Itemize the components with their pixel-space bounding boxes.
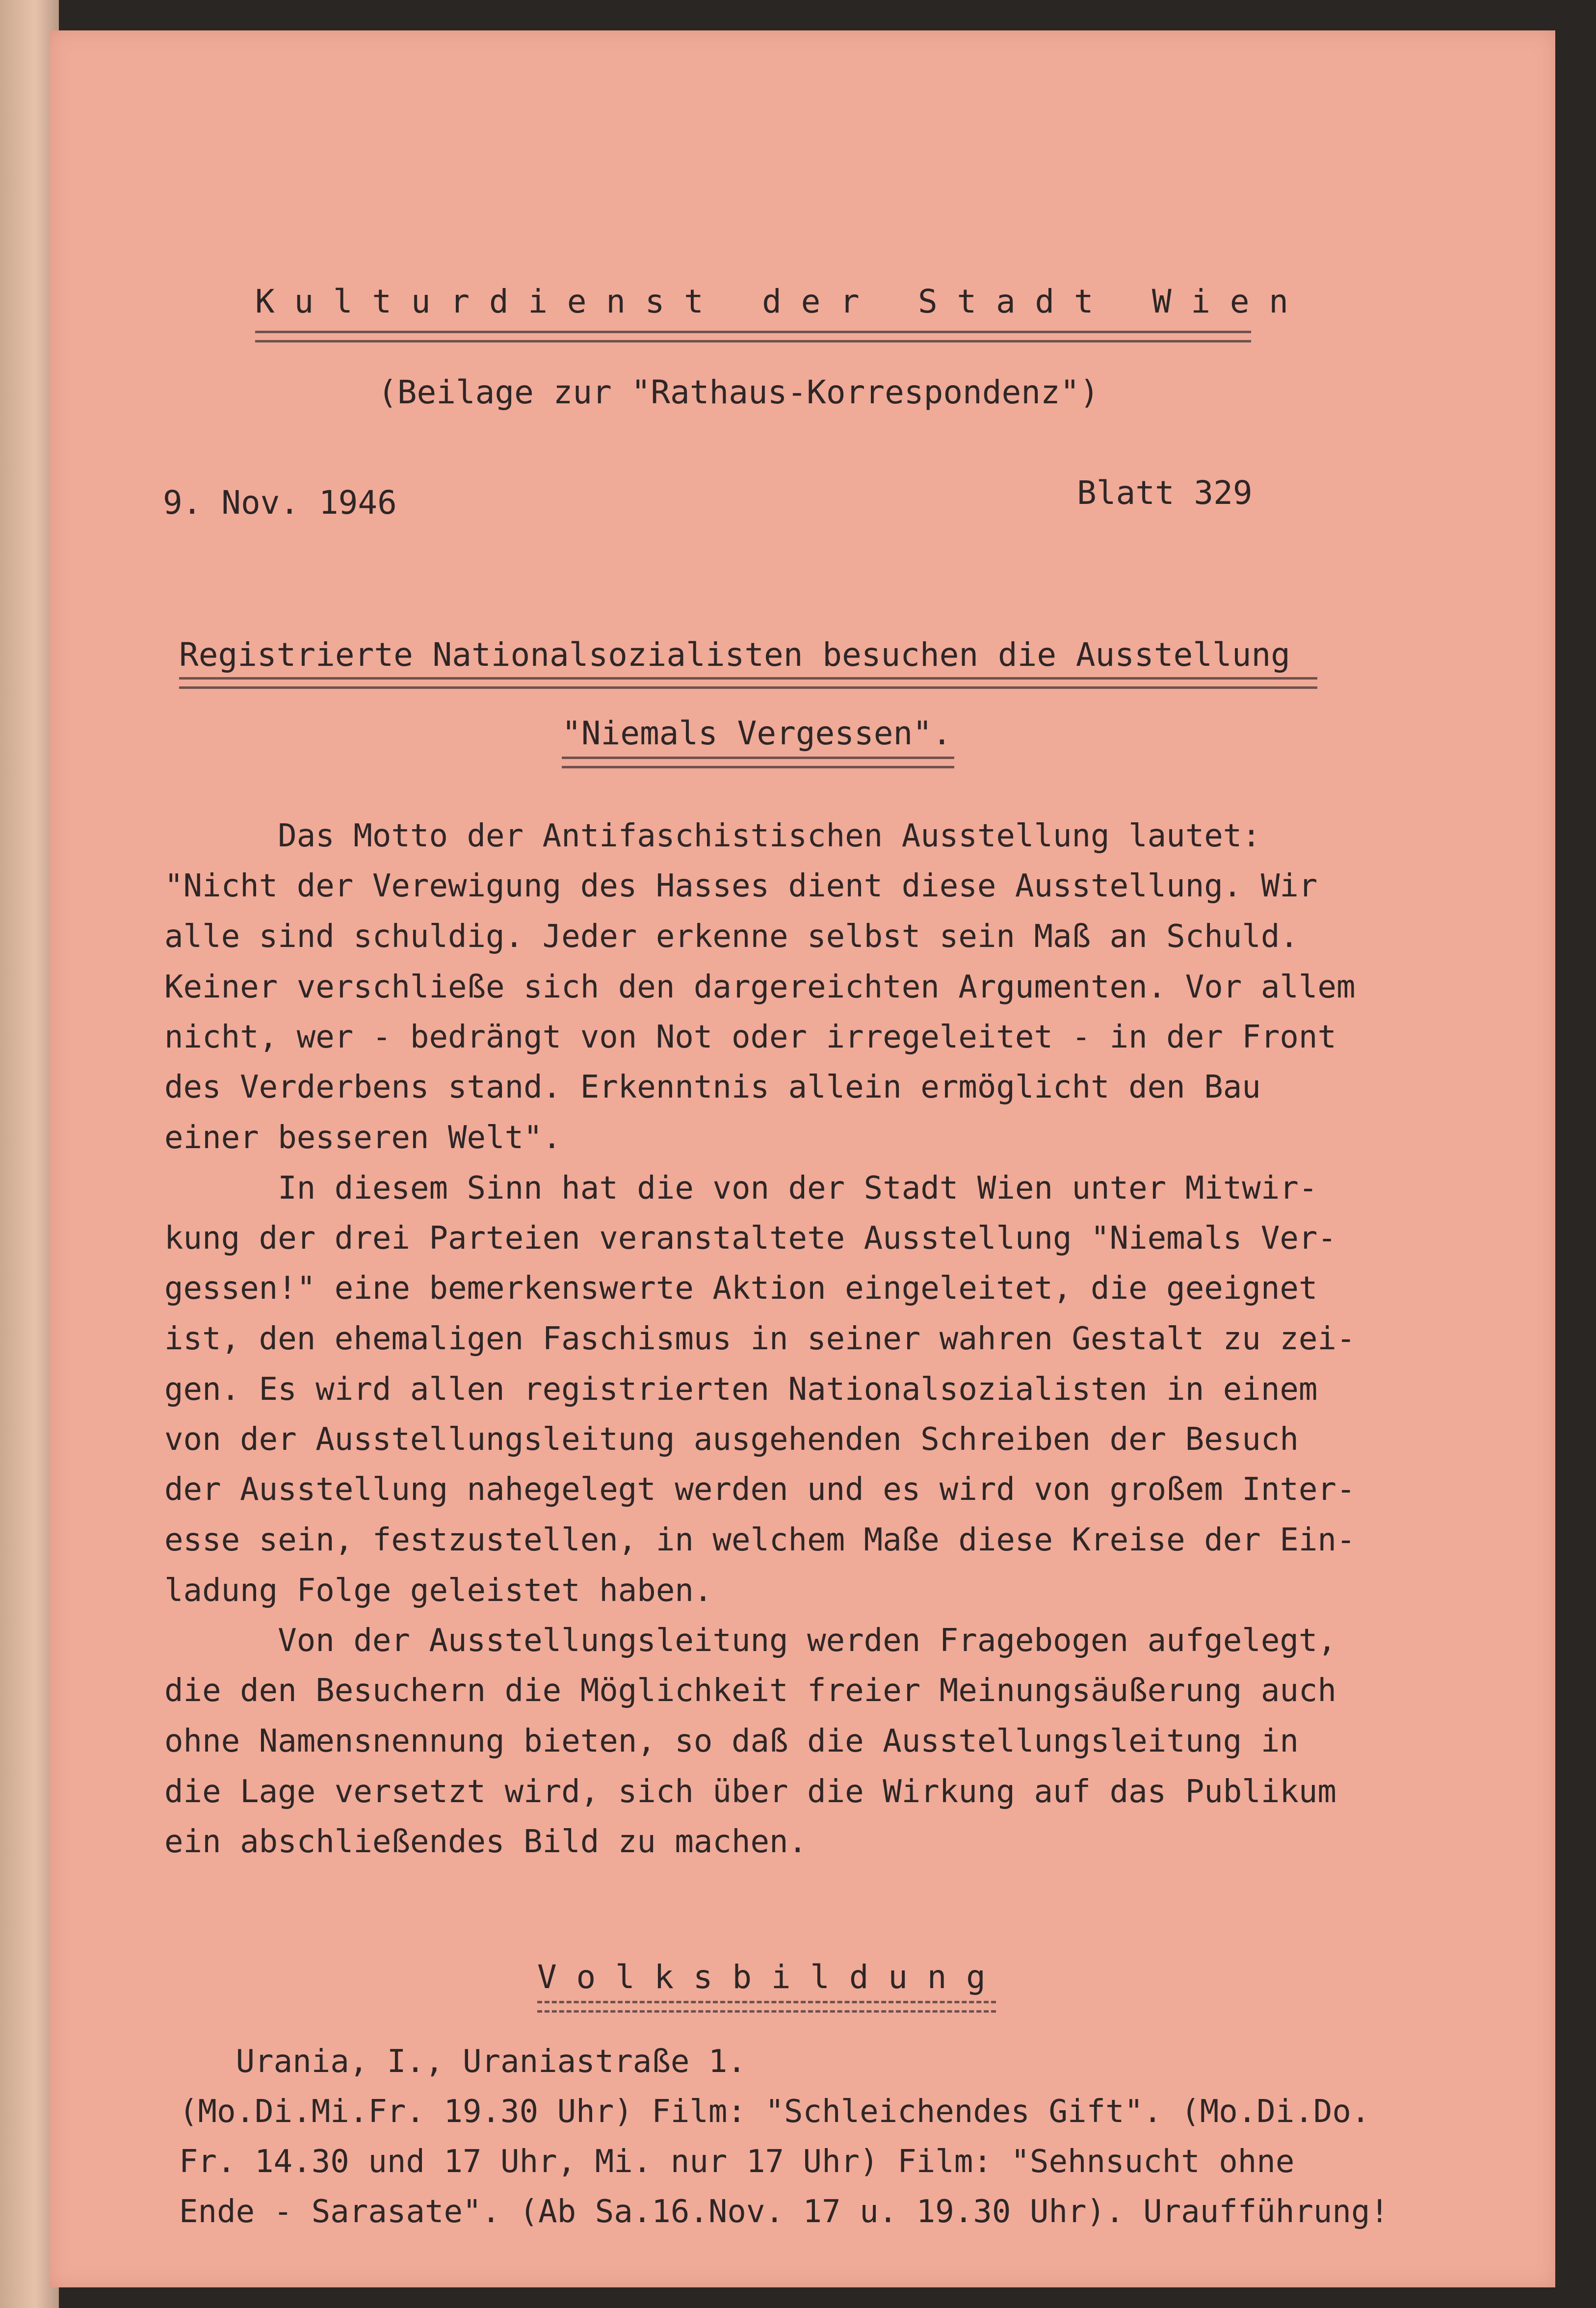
article-subheadline: "Niemals Vergessen". (562, 714, 952, 752)
text-line: alle sind schuldig. Jeder erkenne selbst sein Maß an Schuld. (164, 918, 1299, 955)
issue-date: 9. Nov. 1946 (163, 484, 397, 522)
text-line: kung der drei Parteien veranstaltete Ausstellung "Niemals Ver- (164, 1220, 1336, 1257)
text-line: Von der Ausstellungsleitung werden Fragebogen aufgelegt, (164, 1623, 1336, 1659)
text-line: Urania, I., Uraniastraße 1. (179, 2044, 746, 2080)
bulletin-subtitle: (Beilage zur "Rathaus-Korrespondenz") (378, 373, 1099, 411)
sheet-number: Blatt 329 (1077, 474, 1253, 512)
text-line: die Lage versetzt wird, sich über die Wirkung auf das Publikum (164, 1774, 1336, 1810)
article-headline: Registrierte Nationalsozialisten besuchen die Ausstellung (179, 636, 1290, 674)
text-line: In diesem Sinn hat die von der Stadt Wien unter Mitwir- (164, 1170, 1318, 1206)
text-line: Fr. 14.30 und 17 Uhr, Mi. nur 17 Uhr) Film: "Sehnsucht ohne (179, 2144, 1295, 2180)
text-line: gen. Es wird allen registrierten Nationalsozialisten in einem (164, 1371, 1318, 1408)
text-line: Das Motto der Antifaschistischen Ausstellung lautet: (164, 818, 1261, 854)
section-title-underline (537, 2001, 996, 2013)
bulletin-title: K u l t u r d i e n s t d e r S t a d t W i e n (255, 283, 1288, 320)
section-title: V o l k s b i l d u n g (537, 1958, 986, 1996)
subheadline-underline (562, 757, 954, 768)
text-line: ohne Namensnennung bieten, so daß die Ausstellungsleitung in (164, 1723, 1299, 1759)
text-line: nicht, wer - bedrängt von Not oder irregeleitet - in der Front (164, 1019, 1336, 1055)
headline-underline (179, 677, 1317, 689)
text-line: ein abschließendes Bild zu machen. (164, 1824, 808, 1860)
title-underline (255, 331, 1251, 342)
text-line: ist, den ehemaligen Faschismus in seiner wahren Gestalt zu zei- (164, 1321, 1356, 1357)
text-line: Ende - Sarasate". (Ab Sa.16.Nov. 17 u. 19.30 Uhr). Uraufführung! (179, 2194, 1389, 2230)
text-line: Keiner verschließe sich den dargereichten Argumenten. Vor allem (164, 969, 1356, 1005)
text-line: der Ausstellung nahegelegt werden und es wird von großem Inter- (164, 1471, 1356, 1508)
text-line: von der Ausstellungsleitung ausgehenden Schreiben der Besuch (164, 1421, 1299, 1458)
document-sheet (49, 30, 1555, 2287)
text-line: gessen!" eine bemerkenswerte Aktion eingeleitet, die geeignet (164, 1270, 1318, 1307)
text-line: ladung Folge geleistet haben. (164, 1573, 713, 1609)
text-line: "Nicht der Verewigung des Hasses dient diese Ausstellung. Wir (164, 868, 1318, 904)
text-line: esse sein, festzustellen, in welchem Maße diese Kreise der Ein- (164, 1522, 1356, 1558)
text-line: einer besseren Welt". (164, 1120, 562, 1156)
text-line: (Mo.Di.Mi.Fr. 19.30 Uhr) Film: "Schleichendes Gift". (Mo.Di.Do. (179, 2094, 1370, 2130)
text-line: des Verderbens stand. Erkenntnis allein ermöglicht den Bau (164, 1069, 1261, 1105)
text-line: die den Besuchern die Möglichkeit freier Meinungsäußerung auch (164, 1673, 1336, 1709)
